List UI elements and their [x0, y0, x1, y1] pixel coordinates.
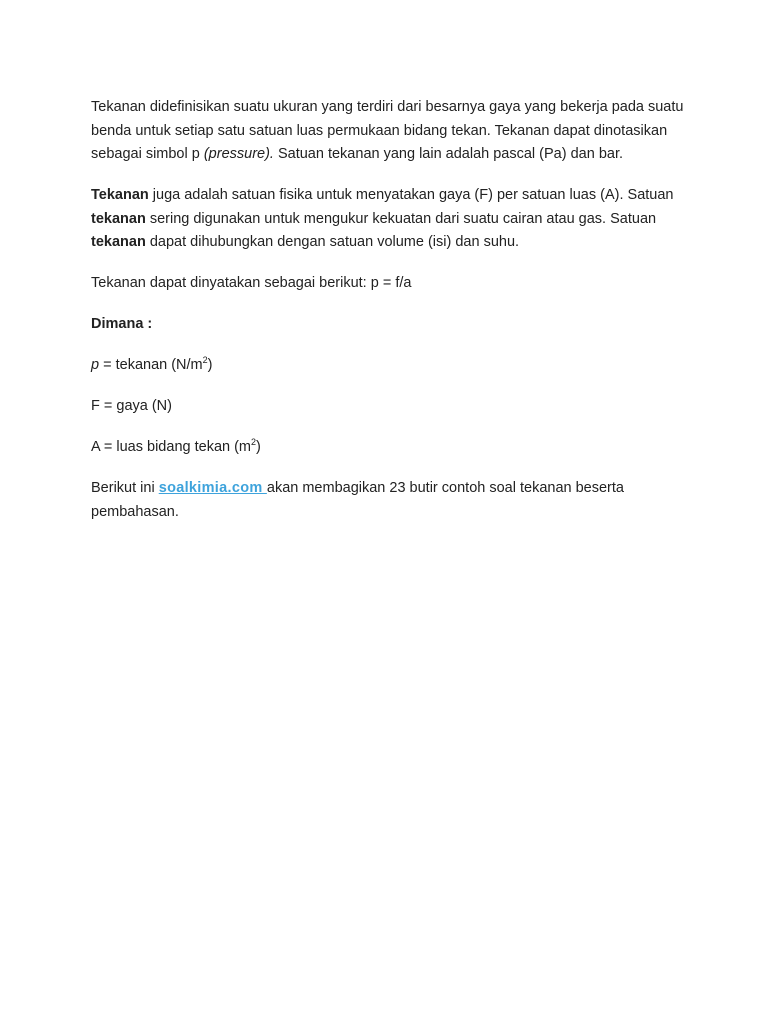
definition-a	[91, 436, 691, 460]
explanation-text-2: sering digunakan untuk mengukur kekuatan dari suatu cairan atau gas. Satuan	[145, 210, 657, 227]
dimana-label: Dimana :	[91, 316, 153, 332]
superscript-2: 2	[251, 437, 257, 447]
definition-text: Tekanan didefinisikan suatu ukuran yang terdiri dari besarnya gaya yang bekerja pada suatu benda untuk setiap satu satuan luas permukaan bidang tekan. Tekanan dapat dinotasikan sebagai simbol p	[91, 99, 684, 162]
definition-a-close: )	[256, 439, 261, 455]
definition-f: F = gaya (N)	[91, 398, 172, 414]
explanation-text-3: dapat dihubungkan dengan satuan volume (isi) dan suhu.	[145, 234, 520, 250]
symbol-p: p	[91, 357, 100, 373]
pressure-term: (pressure).	[203, 146, 274, 162]
units-text: Satuan tekanan yang lain adalah pascal (Pa) dan bar.	[273, 146, 624, 162]
document-body	[91, 96, 691, 542]
soalkimia-link[interactable]: soalkimia.com	[158, 480, 267, 496]
definition-p-close: )	[207, 357, 213, 373]
bold-term-tekanan: Tekanan	[91, 187, 149, 203]
bold-term-tekanan: tekanan	[91, 234, 146, 250]
paragraph-explanation	[91, 184, 691, 255]
definition-p-text: = tekanan (N/m	[99, 357, 203, 373]
definition-p	[91, 354, 691, 378]
paragraph-formula: Tekanan dapat dinyatakan sebagai berikut: p = f/a	[91, 275, 412, 291]
paragraph-definition	[91, 96, 691, 167]
bold-term-tekanan: tekanan	[91, 210, 146, 227]
closing-text-2: akan membagikan 23 butir contoh soal tekanan beserta pembahasan.	[91, 480, 624, 520]
closing-text-1: Berikut ini	[91, 480, 159, 496]
explanation-text-1: juga adalah satuan fisika untuk menyatakan gaya (F) per satuan luas (A). Satuan	[148, 187, 674, 203]
definition-a-text: A = luas bidang tekan (m	[91, 439, 252, 455]
paragraph-closing	[91, 477, 691, 524]
superscript-2: 2	[202, 355, 208, 365]
